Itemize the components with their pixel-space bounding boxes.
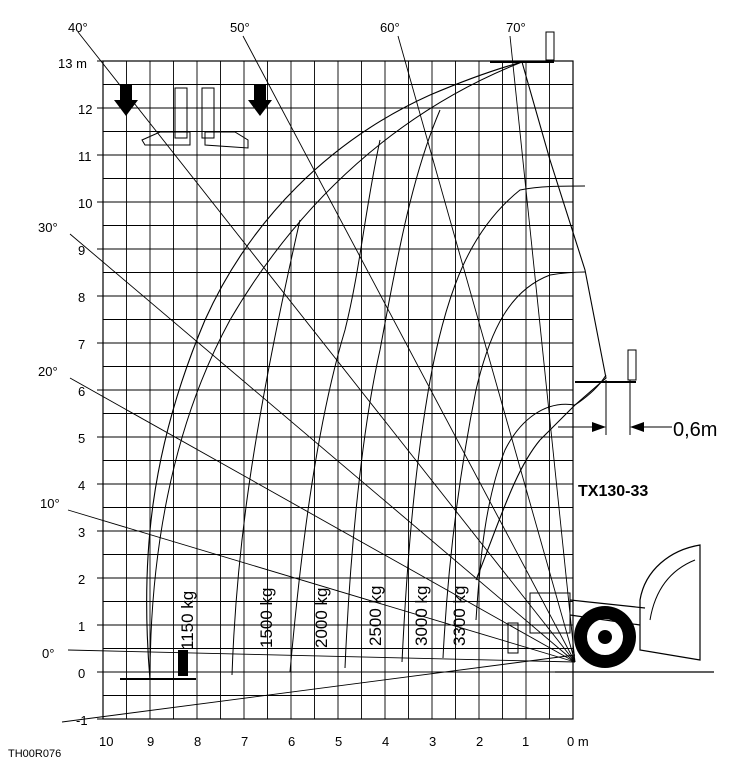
capacity-label: 2000 kg [312, 587, 331, 648]
y-tick: 11 [78, 149, 92, 164]
x-tick: 1 [522, 734, 530, 749]
y-tick: 7 [78, 337, 86, 352]
y-tick: 10 [78, 196, 93, 211]
angle-ray [62, 655, 575, 722]
x-axis-labels [99, 734, 589, 749]
dimension-label: 0,6m [673, 419, 718, 441]
y-tick: 8 [78, 290, 86, 305]
y-tick: 6 [78, 384, 86, 399]
y-tick: 4 [78, 478, 86, 493]
x-tick: 2 [476, 734, 484, 749]
angle-labels [38, 20, 526, 661]
capacity-label: 3000 kg [412, 585, 431, 646]
attachment [202, 88, 214, 138]
x-tick: 6 [288, 734, 296, 749]
angle-label-30: 30° [38, 220, 58, 235]
fork-carriage [546, 32, 554, 60]
telehandler-drawing [114, 32, 714, 679]
angle-ray [510, 36, 575, 662]
angle-label-60: 60° [380, 20, 400, 35]
x-tick: 5 [335, 734, 343, 749]
wheel-center [598, 630, 612, 644]
y-tick: 2 [78, 572, 86, 587]
angle-label-10: 10° [40, 496, 60, 511]
y-tick: -1 [76, 713, 88, 728]
reference-code: TH00R076 [8, 748, 62, 760]
model-name: TX130-33 [578, 483, 649, 500]
capacity-label: 2500 kg [366, 585, 385, 646]
angle-ray [243, 36, 575, 662]
fork-carriage [628, 350, 636, 380]
capacity-label: 3300 kg [450, 585, 469, 646]
capacity-label: 1150 kg [178, 590, 197, 650]
y-tick: 5 [78, 431, 86, 446]
x-tick: 9 [147, 734, 155, 749]
capacity-label: 1500 kg [257, 587, 276, 648]
y-tick: 1 [78, 619, 86, 634]
x-tick: 4 [382, 734, 390, 749]
capacity-labels [178, 586, 469, 651]
angle-label-40: 40° [68, 20, 88, 35]
cab-window [650, 560, 695, 620]
x-tick: 7 [241, 734, 249, 749]
angle-label-50: 50° [230, 20, 250, 35]
angle-ray [68, 650, 575, 662]
y-tick: 0 [78, 666, 86, 681]
attachment [205, 132, 248, 148]
angle-ray [78, 32, 575, 662]
y-tick: 13 m [58, 56, 87, 71]
y-axis-labels [58, 56, 92, 728]
y-tick: 9 [78, 243, 86, 258]
angle-label-0: 0° [42, 646, 55, 661]
fork-carriage [178, 650, 188, 676]
x-tick: 8 [194, 734, 202, 749]
x-tick: 0 m [567, 734, 589, 749]
x-tick: 10 [99, 734, 114, 749]
angle-ray [398, 36, 575, 662]
y-tick: 3 [78, 525, 86, 540]
angle-label-20: 20° [38, 364, 58, 379]
angle-label-70: 70° [506, 20, 526, 35]
x-tick: 3 [429, 734, 437, 749]
dimension-annotation [558, 380, 717, 441]
y-tick: 12 [78, 102, 93, 117]
attachment [175, 88, 187, 138]
working-envelope [476, 440, 540, 580]
